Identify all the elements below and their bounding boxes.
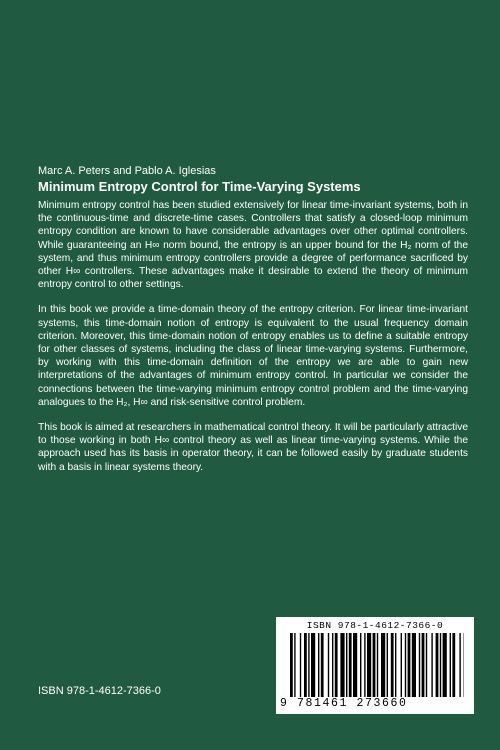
back-cover-text	[38, 164, 468, 486]
barcode-isbn-label: ISBN 978-1-4612-7366-0	[306, 620, 444, 631]
barcode	[276, 617, 474, 714]
description-paragraph-3: This book is aimed at researchers in mathematical control theory. It will be particularly attractive to those working in both H∞ control theory as well as linear time-varying systems. While the approach used has its basis in operator theory, it can be followed easily by graduate students with a basis in linear systems theory.	[38, 422, 468, 473]
isbn-text: ISBN 978-1-4612-7366-0	[38, 685, 161, 697]
description-paragraph-1: Minimum entropy control has been studied extensively for linear time-invariant systems, both in the continuous-time and discrete-time cases. Controllers that satisfy a closed-loop minimum entropy condition are known to have considerable advantages over other optimal controllers. While guaranteeing an H∞ norm bound, the entropy is an upper bound for the H₂ norm of the system, and thus minimum entropy controllers provide a degree of performance sacrificed by other H∞ controllers. These advantages make it desirable to extend the theory of minimum entropy control to other settings.	[38, 200, 468, 291]
book-title: Minimum Entropy Control for Time-Varying Systems	[38, 179, 361, 194]
barcode-bars	[290, 633, 464, 697]
description-paragraph-2: In this book we provide a time-domain theory of the entropy criterion. For linear time-invariant systems, this time-domain notion of entropy is equivalent to the usual frequency domain criterion. Moreover, this time-domain notion of entropy enables us to define a suitable entropy for other classes of systems, including the class of linear time-varying systems. Furthermore, by working with this time-domain definition of the entropy we are able to gain new interpretations of the advantages of minimum entropy control. In particular we consider the connections between the time-varying minimum entropy control problem and the time-varying analogues to the H₂, H∞ and risk-sensitive control problem.	[38, 304, 468, 408]
authors: Marc A. Peters and Pablo A. Iglesias	[38, 165, 216, 177]
barcode-digits: 9 781461 273660	[280, 697, 408, 710]
